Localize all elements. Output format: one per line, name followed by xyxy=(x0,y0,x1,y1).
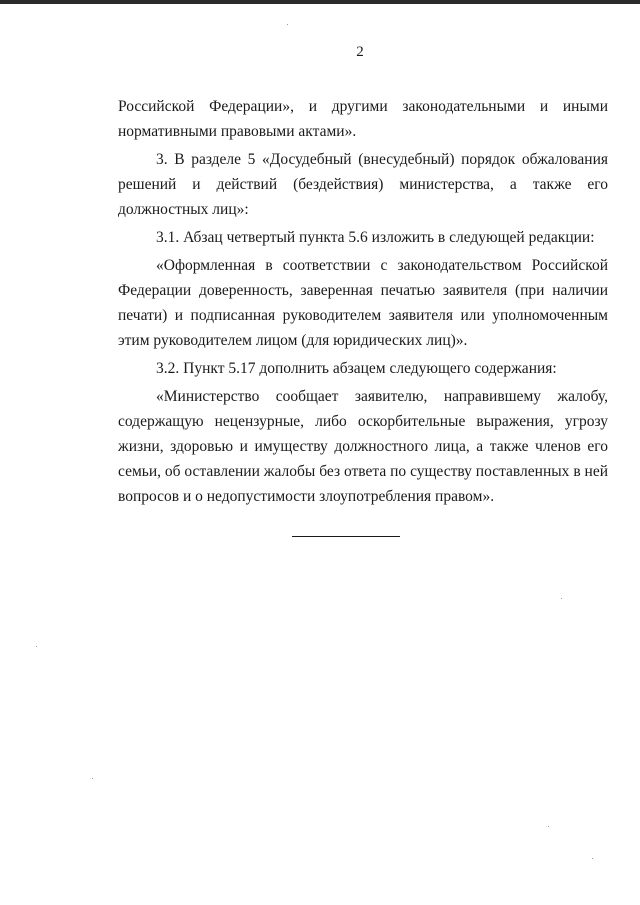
document-body xyxy=(118,94,608,512)
paragraph-continuation: Российской Федерации», и другими законодательными и иными нормативными правовыми актами». xyxy=(118,98,608,140)
paragraph-item-3-1: 3.1. Абзац четвертый пункта 5.6 изложить в следующей редакции: xyxy=(156,229,595,246)
paragraph-item-3-2: 3.2. Пункт 5.17 дополнить абзацем следующего содержания: xyxy=(156,360,557,377)
scan-speck xyxy=(548,826,549,827)
scan-speck xyxy=(36,646,37,647)
top-edge-rule xyxy=(0,0,640,4)
page-number: 2 xyxy=(356,44,364,60)
paragraph-section-3: 3. В разделе 5 «Досудебный (внесудебный) порядок обжалования решений и действий (бездействия) министерства, а также его должностных лиц»: xyxy=(118,151,608,218)
paragraph-quote-3-2: «Министерство сообщает заявителю, направившему жалобу, содержащую нецензурные, либо оскорбительные выражения, угрозу жизни, здоровью и имуществу должностного лица, а также членов его семьи, об оставлении жалобы без ответа по существу поставленных в ней вопросов и о недопустимости злоупотребления правом». xyxy=(118,388,608,505)
scan-speck xyxy=(561,598,562,599)
scan-speck xyxy=(92,778,93,779)
scan-speck xyxy=(592,858,593,859)
end-of-text-rule xyxy=(292,536,400,537)
scan-speck xyxy=(287,24,288,25)
paragraph-quote-3-1: «Оформленная в соответствии с законодательством Российской Федерации доверенность, заверенная печатью заявителя (при наличии печати) и подписанная руководителем заявителя или уполномоченным этим руководителем лицом (для юридических лиц)». xyxy=(118,257,608,349)
